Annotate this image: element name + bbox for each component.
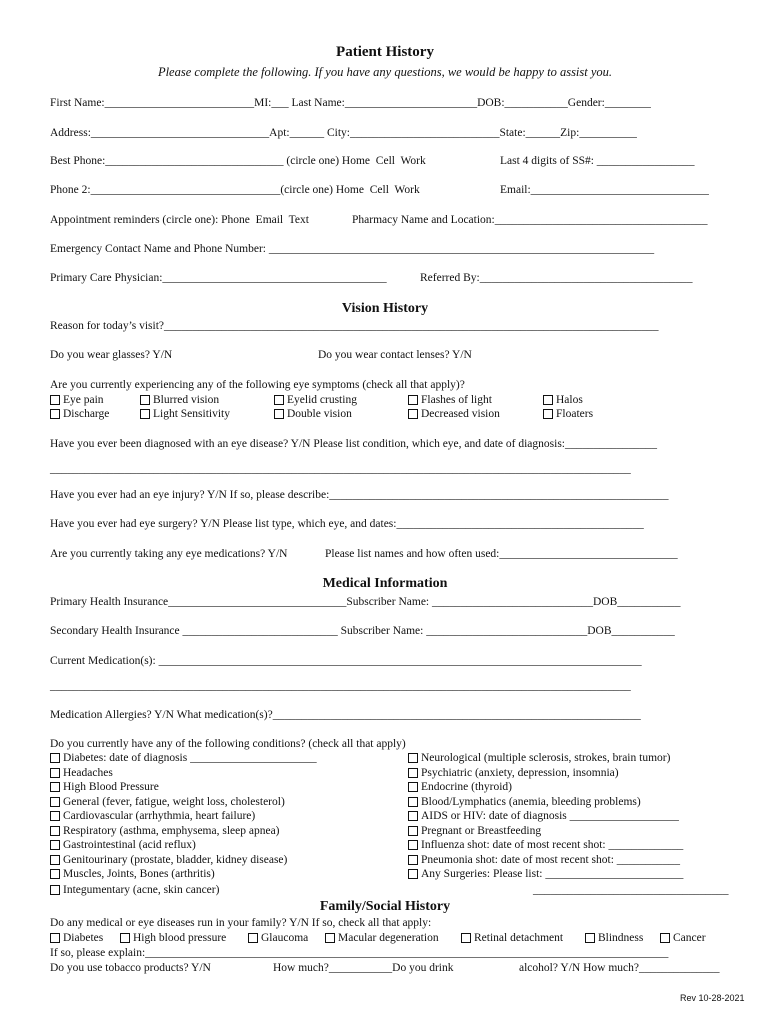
checkbox[interactable] [50, 753, 60, 763]
eye-symptoms-question: Are you currently experiencing any of the following eye symptoms (check all that apply)? [50, 379, 465, 391]
checkbox[interactable] [50, 840, 60, 850]
address-fields[interactable]: Address:_______________________________Apt:______ City:__________________________State:______Zip:__________ [50, 127, 637, 139]
tobacco-amount-field[interactable]: How much?___________Do you drink [273, 962, 454, 974]
family-disease-question: Do any medical or eye diseases run in your family? Y/N If so, check all that apply: [50, 917, 432, 929]
medical-information-heading: Medical Information [322, 576, 448, 591]
symptom-light-sensitivity[interactable]: Light Sensitivity [140, 408, 230, 421]
conditions-question: Do you currently have any of the following conditions? (check all that apply) [50, 738, 406, 750]
eye-disease-line[interactable]: _____________________________________________________________________________________________________ [50, 463, 631, 475]
email-field[interactable]: Email:_______________________________ [500, 184, 709, 196]
current-medications-field[interactable]: Current Medication(s): ____________________________________________________________________________________ [50, 655, 642, 667]
best-phone-field[interactable]: Best Phone:_______________________________ (circle one) Home Cell Work [50, 155, 426, 167]
alcohol-field[interactable]: alcohol? Y/N How much?______________ [519, 962, 720, 974]
vision-history-heading: Vision History [341, 301, 429, 316]
condition-musculoskeletal[interactable]: Muscles, Joints, Bones (arthritis) [50, 868, 215, 881]
checkbox[interactable] [408, 753, 418, 763]
condition-cardiovascular[interactable]: Cardiovascular (arrhythmia, heart failure) [50, 810, 255, 823]
ssn-last4-field[interactable]: Last 4 digits of SS#: _________________ [500, 155, 695, 167]
checkbox[interactable] [543, 395, 553, 405]
family-retinal-detachment[interactable]: Retinal detachment [461, 932, 563, 945]
symptom-flashes-of-light[interactable]: Flashes of light [408, 394, 492, 407]
checkbox[interactable] [408, 768, 418, 778]
checkbox[interactable] [408, 855, 418, 865]
referred-by-field[interactable]: Referred By:_____________________________________ [420, 272, 693, 284]
family-social-history-heading: Family/Social History [319, 899, 451, 914]
family-explain-field[interactable]: If so, please explain:___________________________________________________________________________________________ [50, 947, 669, 959]
condition-neurological[interactable]: Neurological (multiple sclerosis, strokes, brain tumor) [408, 752, 670, 765]
wear-glasses-question[interactable]: Do you wear glasses? Y/N [50, 349, 173, 361]
medication-allergies-field[interactable]: Medication Allergies? Y/N What medication(s)?________________________________________________________________ [50, 709, 641, 721]
condition-integumentary[interactable]: Integumentary (acne, skin cancer) [50, 884, 219, 897]
checkbox[interactable] [50, 395, 60, 405]
symptom-double-vision[interactable]: Double vision [274, 408, 352, 421]
symptom-blurred-vision[interactable]: Blurred vision [140, 394, 219, 407]
condition-aids-hiv[interactable]: AIDS or HIV: date of diagnosis ___________________ [408, 810, 679, 823]
condition-respiratory[interactable]: Respiratory (asthma, emphysema, sleep apnea) [50, 825, 280, 838]
page-title: Patient History [336, 44, 434, 60]
condition-influenza-shot[interactable]: Influenza shot: date of most recent shot: _____________ [408, 839, 683, 852]
condition-general[interactable]: General (fever, fatigue, weight loss, cholesterol) [50, 796, 285, 809]
condition-psychiatric[interactable]: Psychiatric (anxiety, depression, insomnia) [408, 767, 619, 780]
eye-disease-question[interactable]: Have you ever been diagnosed with an eye disease? Y/N Please list condition, which eye, and date of diagnosis:________________ [50, 438, 658, 450]
condition-any-surgeries[interactable]: Any Surgeries: Please list: ________________________ [408, 868, 683, 881]
revision-label: Rev 10-28-2021 [680, 993, 745, 1003]
checkbox[interactable] [408, 782, 418, 792]
primary-care-physician-field[interactable]: Primary Care Physician:_______________________________________ [50, 272, 387, 284]
family-macular-degeneration[interactable]: Macular degeneration [325, 932, 439, 945]
family-high-blood-pressure[interactable]: High blood pressure [120, 932, 226, 945]
checkbox[interactable] [50, 826, 60, 836]
symptom-eye-pain[interactable]: Eye pain [50, 394, 104, 407]
checkbox[interactable] [50, 855, 60, 865]
checkbox[interactable] [660, 933, 670, 943]
eye-surgery-field[interactable]: Have you ever had eye surgery? Y/N Please list type, which eye, and dates:___________________________________________ [50, 518, 644, 530]
checkbox[interactable] [248, 933, 258, 943]
checkbox[interactable] [140, 409, 150, 419]
checkbox[interactable] [50, 869, 60, 879]
primary-insurance-field[interactable]: Primary Health Insurance_______________________________Subscriber Name: ____________________________DOB___________ [50, 596, 681, 608]
condition-gastrointestinal[interactable]: Gastrointestinal (acid reflux) [50, 839, 196, 852]
secondary-insurance-field[interactable]: Secondary Health Insurance ___________________________ Subscriber Name: ____________________________DOB___________ [50, 625, 675, 637]
condition-genitourinary[interactable]: Genitourinary (prostate, bladder, kidney disease) [50, 854, 287, 867]
eye-medications-question[interactable]: Are you currently taking any eye medications? Y/N [50, 548, 288, 560]
checkbox[interactable] [50, 885, 60, 895]
tobacco-question[interactable]: Do you use tobacco products? Y/N [50, 962, 211, 974]
checkbox[interactable] [274, 395, 284, 405]
checkbox[interactable] [140, 395, 150, 405]
checkbox[interactable] [120, 933, 130, 943]
condition-headaches[interactable]: Headaches [50, 767, 113, 780]
page-subtitle: Please complete the following. If you have any questions, we would be happy to assist you. [157, 65, 613, 79]
checkbox[interactable] [408, 811, 418, 821]
symptom-floaters[interactable]: Floaters [543, 408, 593, 421]
name-dob-gender-fields[interactable]: First Name:__________________________MI:___ Last Name:_______________________DOB:___________Gender:________ [50, 97, 651, 109]
condition-endocrine[interactable]: Endocrine (thyroid) [408, 781, 512, 794]
eye-medications-field[interactable]: Please list names and how often used:_______________________________ [325, 548, 678, 560]
checkbox[interactable] [50, 797, 60, 807]
checkbox[interactable] [543, 409, 553, 419]
checkbox[interactable] [585, 933, 595, 943]
checkbox[interactable] [50, 933, 60, 943]
checkbox[interactable] [50, 811, 60, 821]
condition-high-blood-pressure[interactable]: High Blood Pressure [50, 781, 159, 794]
symptom-decreased-vision[interactable]: Decreased vision [408, 408, 500, 421]
condition-pregnant[interactable]: Pregnant or Breastfeeding [408, 825, 541, 838]
checkbox[interactable] [50, 409, 60, 419]
family-glaucoma[interactable]: Glaucoma [248, 932, 308, 945]
pharmacy-field[interactable]: Pharmacy Name and Location:_____________________________________ [352, 214, 708, 226]
family-diabetes[interactable]: Diabetes [50, 932, 103, 945]
family-cancer[interactable]: Cancer [660, 932, 706, 945]
checkbox[interactable] [408, 826, 418, 836]
checkbox[interactable] [50, 768, 60, 778]
checkbox[interactable] [274, 409, 284, 419]
checkbox[interactable] [461, 933, 471, 943]
current-medications-line[interactable]: _____________________________________________________________________________________________________ [50, 680, 631, 692]
emergency-contact-field[interactable]: Emergency Contact Name and Phone Number: ___________________________________________________________________ [50, 243, 655, 255]
symptom-discharge[interactable]: Discharge [50, 408, 109, 421]
symptom-eyelid-crusting[interactable]: Eyelid crusting [274, 394, 357, 407]
condition-diabetes[interactable]: Diabetes: date of diagnosis ______________________ [50, 752, 317, 765]
appointment-reminders-choice[interactable]: Appointment reminders (circle one): Phone Email Text [50, 214, 309, 226]
eye-injury-field[interactable]: Have you ever had an eye injury? Y/N If so, please describe:___________________________________________________________ [50, 489, 669, 501]
checkbox[interactable] [325, 933, 335, 943]
checkbox[interactable] [408, 395, 418, 405]
checkbox[interactable] [408, 409, 418, 419]
family-blindness[interactable]: Blindness [585, 932, 643, 945]
surgeries-line[interactable]: __________________________________ [533, 884, 729, 896]
wear-contacts-question[interactable]: Do you wear contact lenses? Y/N [318, 349, 472, 361]
phone2-field[interactable]: Phone 2:_________________________________(circle one) Home Cell Work [50, 184, 420, 196]
symptom-halos[interactable]: Halos [543, 394, 583, 407]
condition-pneumonia-shot[interactable]: Pneumonia shot: date of most recent shot: ___________ [408, 854, 680, 867]
checkbox[interactable] [408, 840, 418, 850]
condition-blood-lymphatics[interactable]: Blood/Lymphatics (anemia, bleeding problems) [408, 796, 641, 809]
checkbox[interactable] [50, 782, 60, 792]
visit-reason-field[interactable]: Reason for today’s visit?______________________________________________________________________________________ [50, 320, 659, 332]
checkbox[interactable] [408, 797, 418, 807]
checkbox[interactable] [408, 869, 418, 879]
